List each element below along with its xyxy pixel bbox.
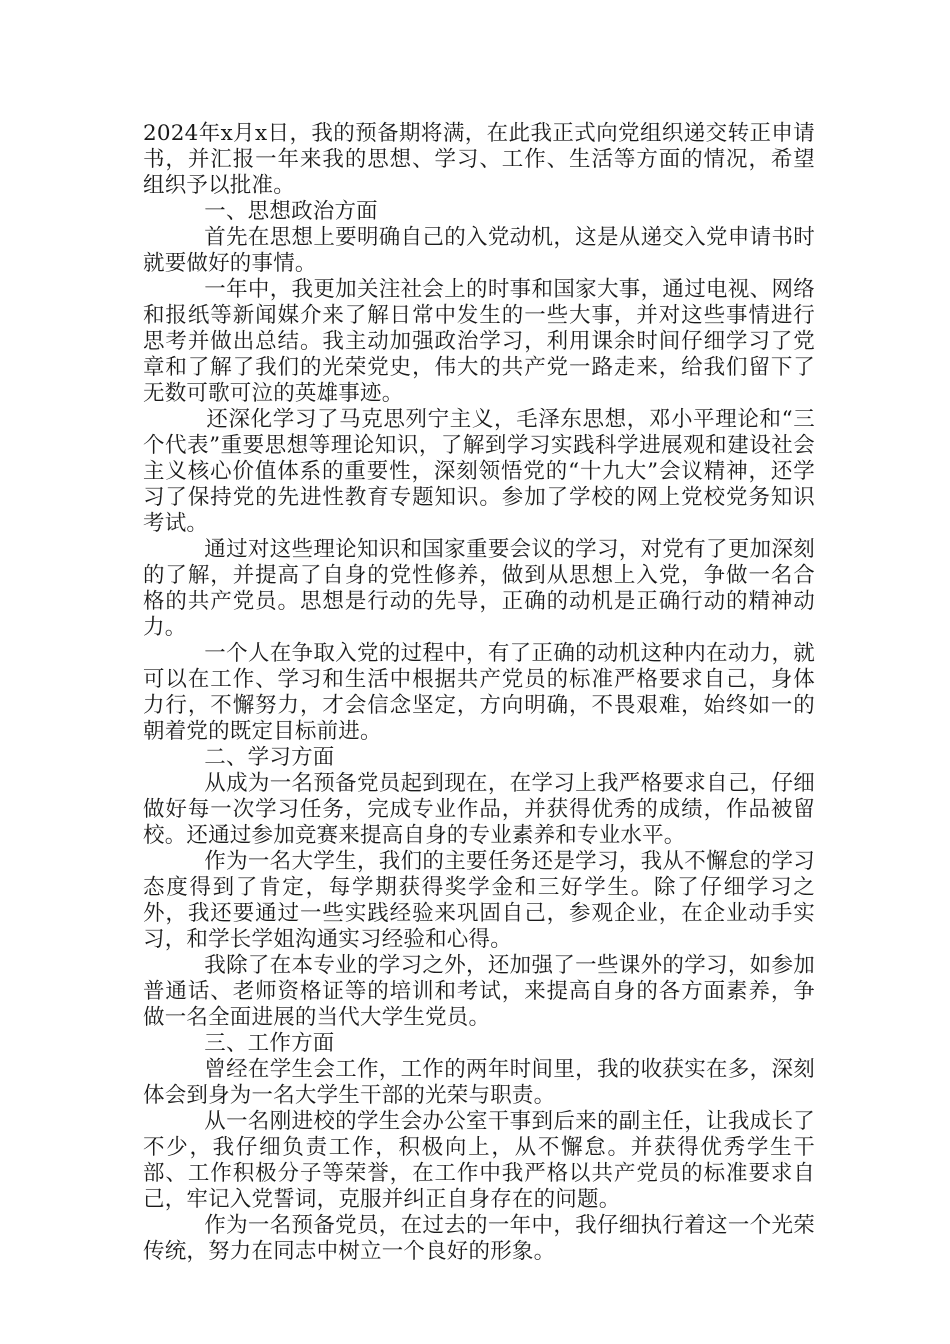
body-paragraph: 一年中，我更加关注社会上的时事和国家大事，通过电视、网络和报纸等新闻媒介来了解日常中发生的一些大事，并对这些事情进行思考并做出总结。我主动加强政治学习，利用课余时间仔细学习了党章和了解了我们的光荣党史，伟大的共产党一路走来，给我们留下了无数可歌可泣的英雄事迹。	[143, 277, 815, 406]
body-paragraph: 一个人在争取入党的过程中，有了正确的动机这种内在动力，就可以在工作、学习和生活中根据共产党员的标准严格要求自己，身体力行，不懈努力，才会信念坚定，方向明确，不畏艰难，始终如一的朝着党的既定目标前进。	[143, 641, 815, 744]
body-paragraph: 从成为一名预备党员起到现在，在学习上我严格要求自己，仔细做好每一次学习任务，完成专业作品，并获得优秀的成绩，作品被留校。还通过参加竞赛来提高自身的专业素养和专业水平。	[143, 771, 815, 848]
intro-paragraph: 2024年x月x日，我的预备期将满，在此我正式向党组织递交转正申请书，并汇报一年来我的思想、学习、工作、生活等方面的情况，希望组织予以批准。	[143, 121, 815, 198]
section-heading-ideology: 一、思想政治方面	[204, 199, 378, 224]
section-heading-study: 二、学习方面	[204, 745, 335, 770]
body-paragraph: 通过对这些理论知识和国家重要会议的学习，对党有了更加深刻的了解，并提高了自身的党性修养，做到从思想上入党，争做一名合格的共产党员。思想是行动的先导，正确的动机是正确行动的精神动力。	[143, 537, 815, 640]
body-paragraph: 曾经在学生会工作，工作的两年时间里，我的收获实在多，深刻体会到身为一名大学生干部的光荣与职责。	[143, 1057, 815, 1108]
body-paragraph: 首先在思想上要明确自己的入党动机，这是从递交入党申请书时就要做好的事情。	[143, 225, 815, 276]
body-paragraph: 还深化学习了马克思列宁主义，毛泽东思想，邓小平理论和“三个代表”重要思想等理论知识，了解到学习实践科学进展观和建设社会主义核心价值体系的重要性，深刻领悟党的“十九大”会议精神，还学习了保持党的先进性教育专题知识。参加了学校的网上党校党务知识考试。	[143, 407, 815, 536]
body-paragraph: 我除了在本专业的学习之外，还加强了一些课外的学习，如参加普通话、老师资格证等的培训和考试，来提高自身的各方面素养，争做一名全面进展的当代大学生党员。	[143, 953, 815, 1030]
document-body	[143, 121, 815, 1265]
section-heading-work: 三、工作方面	[204, 1031, 335, 1056]
body-paragraph: 从一名刚进校的学生会办公室干事到后来的副主任，让我成长了不少，我仔细负责工作，积极向上，从不懈怠。并获得优秀学生干部、工作积极分子等荣誉，在工作中我严格以共产党员的标准要求自己，牢记入党誓词，克服并纠正自身存在的问题。	[143, 1109, 815, 1212]
body-paragraph: 作为一名预备党员，在过去的一年中，我仔细执行着这一个光荣传统，努力在同志中树立一个良好的形象。	[143, 1213, 815, 1264]
body-paragraph: 作为一名大学生，我们的主要任务还是学习，我从不懈怠的学习态度得到了肯定，每学期获得奖学金和三好学生。除了仔细学习之外，我还要通过一些实践经验来巩固自己，参观企业，在企业动手实习，和学长学姐沟通实习经验和心得。	[143, 849, 815, 952]
